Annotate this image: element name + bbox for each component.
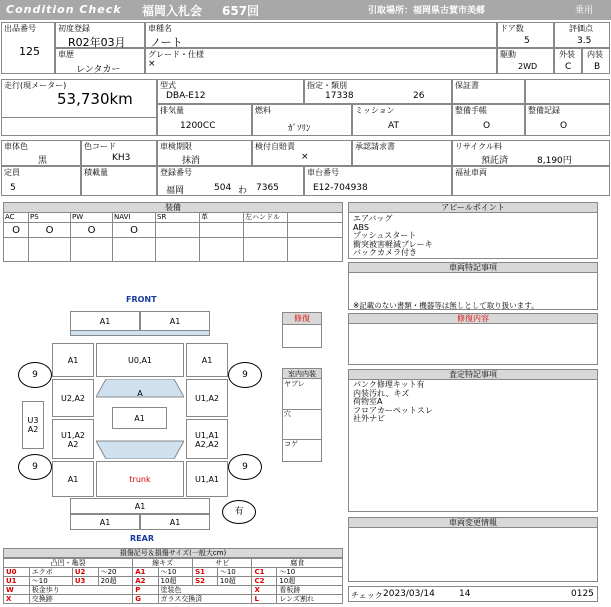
- first-reg-cell: 初度登録 R02年03月: [55, 22, 145, 48]
- designation-value: 17338: [325, 91, 354, 101]
- service-value: O: [560, 121, 568, 131]
- inspection-notes-panel: [348, 369, 598, 512]
- color-value: 黒: [38, 156, 48, 166]
- color-code-cell: 色コード KH3: [81, 140, 157, 166]
- note-line: 荷物室A: [353, 397, 383, 406]
- equipment-col: 左ハンドル: [244, 213, 288, 261]
- mileage-cell: 走行(現メーター) 53,730km: [1, 79, 157, 136]
- equipment-col: 革: [200, 213, 244, 261]
- exterior-cell: 外装 C: [554, 48, 582, 74]
- wheel-rf: 9: [228, 362, 262, 388]
- manual-cell: 整備手帳 O: [452, 104, 525, 136]
- equipment-col: NAVI O: [113, 213, 156, 261]
- wheel-lf: 9: [18, 362, 52, 388]
- equipment-col: AC O: [4, 213, 29, 261]
- chassis-cell: 車台番号 E12-704938: [304, 166, 452, 196]
- panel-rear-left: A1: [70, 514, 140, 530]
- header-bar: [0, 0, 611, 20]
- manual-value: O: [483, 121, 491, 131]
- car-name: ノート: [150, 36, 183, 49]
- capacity-value: 5: [10, 183, 16, 193]
- note-line: 内装汚れ、キズ: [353, 388, 410, 398]
- chassis-value: E12-704938: [313, 183, 368, 193]
- first-reg-value: R02年03月: [68, 36, 126, 49]
- service-cell: 整備記録 O: [525, 104, 610, 136]
- displacement-cell: 排気量 1200CC: [157, 104, 252, 136]
- inspection-cell: 車検期限 抹消: [157, 140, 252, 166]
- equipment-col: SR: [156, 213, 200, 261]
- wheel-lr: 9: [18, 454, 52, 480]
- equipment-col: PW O: [71, 213, 113, 261]
- reg-kana: わ: [238, 186, 248, 196]
- score-cell: 評価点 3.5: [554, 22, 610, 48]
- inspection-value: 抹消: [182, 156, 201, 166]
- panel-roof: A: [137, 389, 143, 398]
- panel-front-left: A1: [70, 311, 140, 331]
- panel-trunk: trunk: [96, 461, 184, 497]
- load-cell: 積載量: [81, 166, 157, 196]
- note-line: 社外ナビ: [353, 414, 385, 423]
- note-line: プッシュスタート: [353, 231, 417, 240]
- fuel-value: ｶﾞｿﾘﾝ: [288, 124, 311, 134]
- drive-cell: 駆動 2WD: [497, 48, 554, 74]
- check-footer: チェック 2023/03/14 14 0125: [348, 586, 598, 602]
- reg-num: 7365: [256, 183, 279, 193]
- fuel-cell: 燃料 ｶﾞｿﾘﾝ: [252, 104, 352, 136]
- legend-title: 損傷記号＆損傷サイズ(一般大cm): [3, 548, 343, 558]
- interior-cell: 内装 B: [582, 48, 610, 74]
- special-note: ※記載のない書類・機器等は無しとして取り扱います。: [353, 301, 539, 310]
- panel-cabin: A1: [112, 407, 167, 429]
- changes-panel: [348, 517, 598, 582]
- class-value: 26: [413, 91, 425, 101]
- warranty-spacer: [525, 79, 610, 104]
- note-line: バックカメラ付き: [353, 248, 417, 257]
- equipment-title: 装備: [4, 203, 342, 213]
- panel-fender-lr: A1: [52, 461, 94, 497]
- session-number: 657回: [222, 4, 260, 18]
- capacity-cell: 定員 5: [1, 166, 81, 196]
- repair-title: 修復内容: [349, 314, 597, 324]
- color-code-value: KH3: [112, 153, 131, 163]
- displacement-value: 1200CC: [180, 121, 216, 131]
- car-diagram: [0, 290, 345, 550]
- welfare-cell: 福祉車両: [452, 166, 610, 196]
- panel-rear-bumper: A1: [70, 498, 210, 514]
- usage-type: 乗用: [575, 6, 594, 16]
- note-line: エアバッグ: [353, 214, 393, 223]
- drive-value: 2WD: [518, 62, 538, 71]
- note-line: パンク修理キット有: [353, 380, 425, 389]
- recycle-cell: リサイクル料 預託済 8,190円: [452, 140, 610, 166]
- panel-door-lf: U2,A2: [52, 379, 94, 417]
- mission-value: AT: [388, 121, 399, 131]
- auction-name: 福岡入札会: [142, 4, 203, 18]
- appeal-panel: [348, 202, 598, 259]
- front-label: FRONT: [126, 295, 157, 304]
- reg-class: 504: [214, 183, 232, 193]
- doc-title: Condition Check: [6, 3, 122, 16]
- exterior-value: C: [565, 62, 572, 72]
- wheel-rr: 9: [228, 454, 262, 480]
- designation-cell: 指定・類別 17338 26: [304, 79, 452, 104]
- special-panel: [348, 262, 598, 310]
- inspect-cert-value: ×: [301, 152, 309, 162]
- panel-hood: U0,A1: [96, 343, 184, 377]
- panel-rear-right: A1: [140, 514, 210, 530]
- mileage-value: 53,730km: [57, 90, 133, 108]
- check-date: 2023/03/14: [383, 589, 435, 599]
- recycle-status: 預託済: [481, 156, 509, 166]
- changes-title: 車両変更情報: [349, 518, 597, 528]
- score-value: 3.5: [577, 36, 592, 46]
- panel-door-rr: U1,A1 A2,A2: [186, 419, 228, 459]
- reg-number-cell: 登録番号 福岡 504 わ 7365: [157, 166, 304, 196]
- rear-label: REAR: [130, 534, 154, 543]
- note-line: ABS: [353, 222, 369, 232]
- special-title: 車両特記事項: [349, 263, 597, 273]
- lot-cell: 出品番号 125: [1, 22, 55, 74]
- doors-cell: ドア数 5: [497, 22, 554, 48]
- spare-tire: 有: [222, 500, 256, 524]
- panel-door-rf: U1,A2: [186, 379, 228, 417]
- warranty-cell: 保証書: [452, 79, 525, 104]
- inspect-cert-cell: 検付自賠責 ×: [252, 140, 352, 166]
- panel-fender-lf: A1: [52, 343, 94, 377]
- equipment-col: PS O: [29, 213, 71, 261]
- equipment-table: [3, 202, 343, 262]
- recycle-fee: 8,190円: [537, 156, 572, 166]
- color-cell: 車体色 黒: [1, 140, 81, 166]
- mission-cell: ミッション AT: [352, 104, 452, 136]
- appeal-title: アピールポイント: [349, 203, 597, 213]
- grade-cell: グレード・仕様 ×: [145, 48, 497, 74]
- check-number: 14: [459, 589, 471, 599]
- repair-box: 修復: [282, 312, 322, 348]
- panel-front-right: A1: [140, 311, 210, 331]
- panel-side-left: U3 A2: [22, 401, 44, 449]
- repair-panel: [348, 313, 598, 365]
- note-line: フロアカーペットスレ: [353, 405, 433, 415]
- panel-fender-rr: U1,A1: [186, 461, 228, 497]
- panel-fender-rf: A1: [186, 343, 228, 377]
- damage-legend: 損傷記号＆損傷サイズ(一般大cm) 凸凹・亀裂 線キズ サビ 腐食 U0 エクボ U2 〜20 A1 〜10 S1 〜10 C1 〜10 U1 〜10 U3 20超 A2 10超 S2 10超 C2 10超 W 板金歩り P 塗装色 X 看板跡 X 交換跡 G ガラス交換済 L レンズ割れ: [3, 548, 343, 604]
- history-value: レンタカー: [76, 65, 121, 75]
- panel-door-lr: U1,A2 A2: [52, 419, 94, 459]
- model-cell: 型式 DBA-E12: [157, 79, 304, 104]
- car-name-cell: 車種名 ノート: [145, 22, 497, 48]
- reg-area: 福岡: [166, 186, 185, 196]
- lot-number: 125: [19, 45, 40, 58]
- grade-value: ×: [148, 59, 156, 69]
- history-cell: 車歴 レンタカー: [55, 48, 145, 74]
- interior-value: B: [594, 62, 601, 72]
- model-value: DBA-E12: [166, 91, 206, 101]
- interior-box: 室内内装 ヤブレ 穴 コゲ: [282, 368, 322, 462]
- doors-value: 5: [524, 36, 530, 46]
- check-code: 0125: [571, 589, 594, 599]
- pickup-location: 引取場所：福岡県古賀市美郷: [368, 6, 486, 16]
- claim-cell: 承認請求書: [352, 140, 452, 166]
- note-line: 衝突被害軽減ブレーキ: [353, 239, 433, 249]
- inspection-notes-title: 査定特記事項: [349, 370, 597, 380]
